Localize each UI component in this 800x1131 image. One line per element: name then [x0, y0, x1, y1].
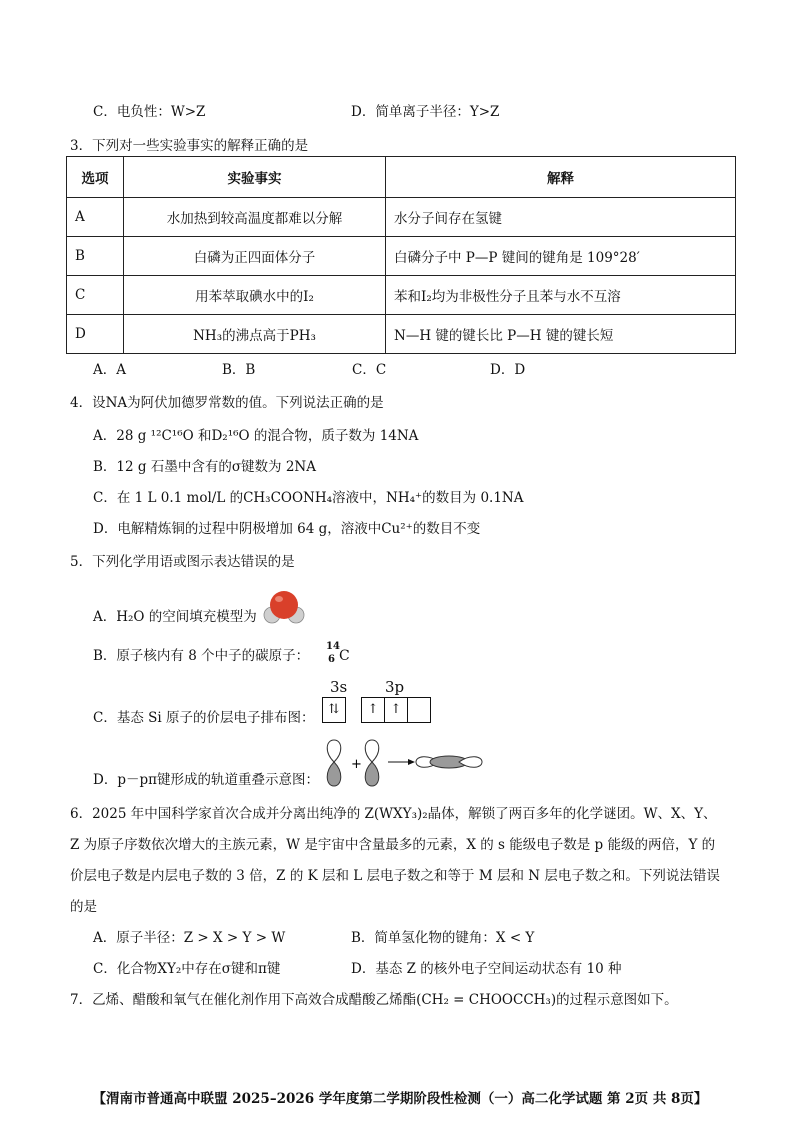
- q6-option-d: D．基态 Z 的核外电子空间运动状态有 10 种: [351, 961, 622, 977]
- table-cell: N—H 键的键长比 P—H 键的键长短: [386, 315, 736, 354]
- q3-stem: 3．下列对一些实验事实的解释正确的是: [70, 138, 309, 154]
- table-row: [67, 198, 736, 237]
- orbital-diagram-3s: [322, 697, 346, 725]
- q2-option-c: C．电负性：W>Z: [93, 104, 206, 120]
- q3-table: [66, 156, 736, 354]
- orbital-diagram-3p: [361, 697, 431, 725]
- atomic-number: 6: [328, 654, 335, 665]
- mass-number: 14: [326, 641, 340, 652]
- q5-stem: 5．下列化学用语或图示表达错误的是: [70, 554, 295, 570]
- q6-option-a: A．原子半径：Z > X > Y > W: [93, 930, 286, 946]
- up-arrow-icon: ↑: [385, 697, 408, 723]
- q6-stem-line-3: 价层电子数是内层电子数的 3 倍，Z 的 K 层和 L 层电子数之和等于 M 层和 N 层电子数之和。下列说法错误: [70, 868, 720, 884]
- p-p-pi-overlap-diagram: [320, 738, 490, 788]
- table-cell: 水分子间存在氢键: [386, 198, 736, 237]
- table-cell: B: [67, 237, 124, 276]
- up-down-arrow-icon: ⇅: [322, 697, 346, 723]
- q5-option-c: C．基态 Si 原子的价层电子排布图：: [93, 710, 315, 726]
- table-cell: D: [67, 315, 124, 354]
- q6-option-c: C．化合物XY₂中存在σ键和π键: [93, 961, 281, 977]
- table-cell: 白磷为正四面体分子: [124, 237, 386, 276]
- orbital-label-3p: 3p: [385, 678, 405, 696]
- table-row: [67, 276, 736, 315]
- table-cell: 水加热到较高温度都难以分解: [124, 198, 386, 237]
- table-cell: 用苯萃取碘水中的I₂: [124, 276, 386, 315]
- page-footer: 【渭南市普通高中联盟 2025–2026 学年度第二学期阶段性检测（一）高二化学试题 第 2页 共 8页】: [92, 1091, 708, 1107]
- table-header-row: [67, 157, 736, 198]
- q4-option-c: C．在 1 L 0.1 mol/L 的CH₃COONH₄溶液中，NH₄⁺的数目为 0.1NA: [93, 490, 524, 506]
- orbital-label-3s: 3s: [330, 678, 348, 696]
- table-row: [67, 315, 736, 354]
- q3-choice-b: B．B: [222, 362, 256, 378]
- table-cell: 苯和I₂均为非极性分子且苯与水不互溶: [386, 276, 736, 315]
- q6-stem-line-4: 的是: [70, 899, 97, 915]
- up-arrow-icon: ↑: [361, 697, 385, 723]
- q4-stem: 4．设NA为阿伏加德罗常数的值。下列说法正确的是: [70, 395, 384, 411]
- q4-option-d: D．电解精炼铜的过程中阴极增加 64 g，溶液中Cu²⁺的数目不变: [93, 521, 481, 537]
- table-row: [67, 237, 736, 276]
- q3-choice-a: A．A: [93, 362, 126, 378]
- q4-option-a: A．28 g ¹²C¹⁶O 和D₂¹⁶O 的混合物，质子数为 14NA: [93, 428, 419, 444]
- q6-stem-line-1: 6．2025 年中国科学家首次合成并分离出纯净的 Z(WXY₃)₂晶体，解锁了两百多年的化学谜团。W、X、Y、: [70, 806, 717, 822]
- table-cell: C: [67, 276, 124, 315]
- carbon-14-nuclide: [326, 640, 356, 670]
- water-space-filling-model: [262, 588, 306, 626]
- q5-option-a: A．H₂O 的空间填充模型为: [93, 609, 257, 625]
- table-header: 实验事实: [124, 157, 386, 198]
- q4-option-b: B．12 g 石墨中含有的σ键数为 2NA: [93, 459, 316, 475]
- q6-option-b: B．简单氢化物的键角：X < Y: [351, 930, 535, 946]
- q6-stem-line-2: Z 为原子序数依次增大的主族元素，W 是宇宙中含量最多的元素，X 的 s 能级电子数是 p 能级的两倍，Y 的: [70, 837, 716, 853]
- svg-text:+: +: [351, 757, 362, 772]
- q7-stem: 7．乙烯、醋酸和氧气在催化剂作用下高效合成醋酸乙烯酯(CH₂ = CHOOCCH₃)的过程示意图如下。: [70, 992, 678, 1008]
- table-header: 解释: [386, 157, 736, 198]
- table-cell: A: [67, 198, 124, 237]
- q3-choice-d: D．D: [490, 362, 526, 378]
- empty-orbital-box: [408, 697, 431, 723]
- q2-option-d: D．简单离子半径：Y>Z: [351, 104, 500, 120]
- table-header: 选项: [67, 157, 124, 198]
- table-cell: 白磷分子中 P—P 键间的键角是 109°28′: [386, 237, 736, 276]
- q3-choice-c: C．C: [352, 362, 387, 378]
- element-symbol: C: [339, 648, 350, 664]
- q5-option-b: B．原子核内有 8 个中子的碳原子：: [93, 648, 310, 664]
- q5-option-d: D．p－pπ键形成的轨道重叠示意图：: [93, 772, 319, 788]
- table-cell: NH₃的沸点高于PH₃: [124, 315, 386, 354]
